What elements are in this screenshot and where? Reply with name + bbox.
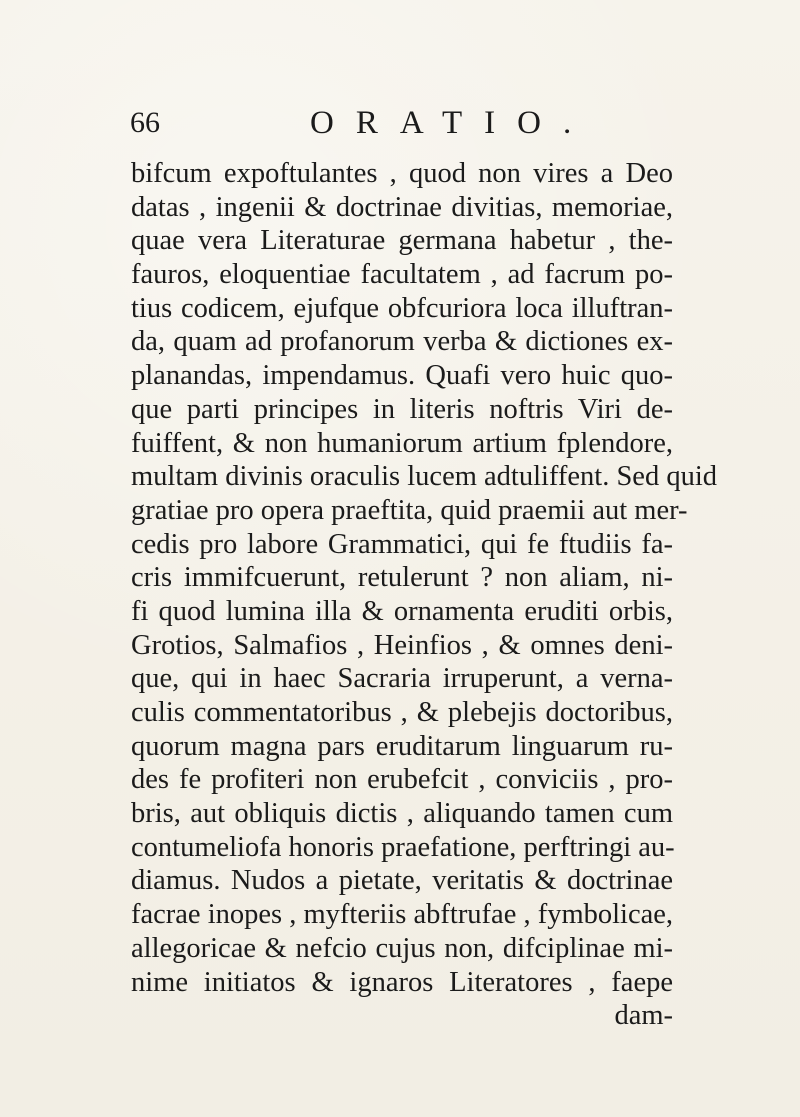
text-line: quae vera Literaturae germana habetur , the- <box>131 225 673 257</box>
text-line: gratiae pro opera praeftita, quid praemii aut mer- <box>131 494 688 526</box>
text-line: fauros, eloquentiae facultatem , ad facrum po- <box>131 259 673 291</box>
text-line: cedis pro labore Grammatici, qui fe ftudiis fa- <box>131 528 673 560</box>
text-line: Grotios, Salmafios , Heinfios , & omnes deni- <box>131 629 673 661</box>
text-line: quorum magna pars eruditarum linguarum ru- <box>131 730 673 762</box>
text-line: que, qui in haec Sacraria irruperunt, a verna- <box>131 663 673 695</box>
text-line: diamus. Nudos a pietate, veritatis & doctrinae <box>131 865 673 897</box>
body-text <box>131 157 718 1033</box>
text-line: fi quod lumina illa & ornamenta eruditi orbis, <box>131 595 673 627</box>
text-line: que parti principes in literis noftris Viri de- <box>131 393 673 425</box>
text-line: tius codicem, ejufque obfcuriora loca illuftran- <box>131 292 673 324</box>
page-header <box>130 103 670 143</box>
running-title: ORATIO. <box>310 105 594 141</box>
text-line: fuiffent, & non humaniorum artium fplendore, <box>131 427 673 459</box>
text-line: da, quam ad profanorum verba & dictiones ex- <box>131 326 673 358</box>
text-line: bris, aut obliquis dictis , aliquando tamen cum <box>131 798 673 830</box>
text-line: allegoricae & nefcio cujus non, difciplinae mi- <box>131 932 673 964</box>
text-line: datas , ingenii & doctrinae divitias, memoriae, <box>131 191 673 223</box>
text-line: facrae inopes , myfteriis abftrufae , fymbolicae, <box>131 899 674 931</box>
page-number: 66 <box>130 106 160 139</box>
text-line: contumeliofa honoris praefatione, perftringi au- <box>131 831 675 863</box>
text-line: multam divinis oraculis lucem adtuliffent. Sed quid <box>131 461 718 493</box>
text-line: culis commentatoribus , & plebejis doctoribus, <box>131 697 673 728</box>
text-line: bifcum expoftulantes , quod non vires a Deo <box>131 158 673 189</box>
catchword: dam- <box>614 1000 673 1032</box>
text-line: planandas, impendamus. Quafi vero huic quo- <box>131 360 673 392</box>
text-line: nime initiatos & ignaros Literatores , faepe <box>131 966 673 998</box>
text-line: des fe profiteri non erubefcit , conviciis , pro- <box>131 764 673 796</box>
text-line: cris immifcuerunt, retulerunt ? non aliam, ni- <box>131 562 673 594</box>
